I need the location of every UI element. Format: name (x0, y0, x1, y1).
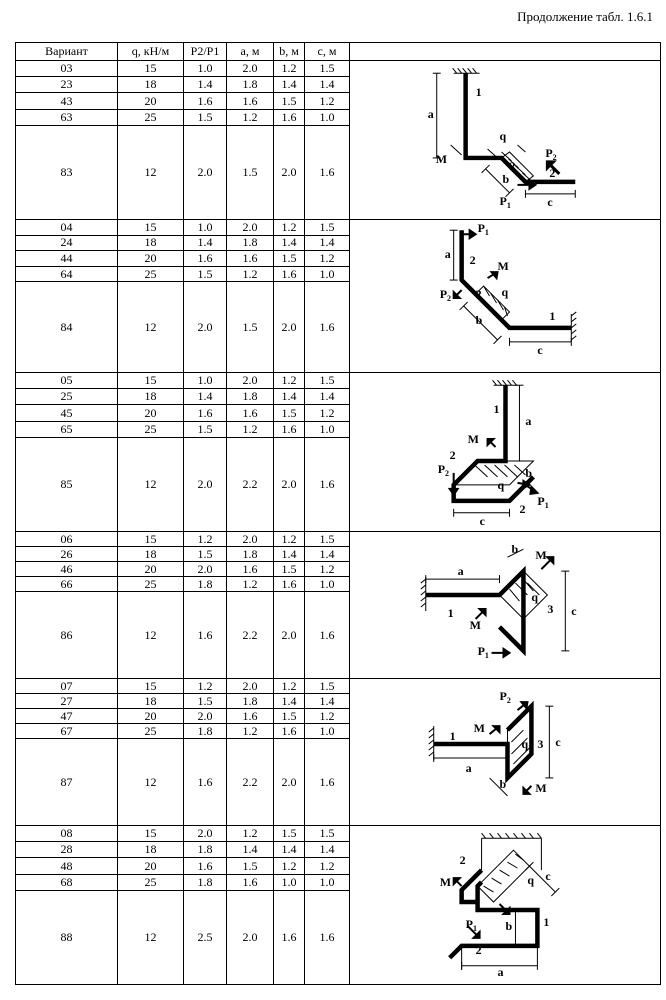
cell-q: 20 (118, 405, 184, 421)
dimension-label-a: a (444, 247, 451, 262)
cell-ratio: 1.0 (184, 220, 227, 236)
cell-a: 1.8 (227, 389, 274, 405)
moment-label-m: M (439, 875, 452, 890)
cell-b: 2.0 (274, 437, 305, 531)
dimension-label-b: b (499, 776, 507, 791)
dimension-label-b: b (525, 465, 533, 480)
cell-q: 25 (118, 874, 184, 890)
cell-b: 1.2 (274, 858, 305, 874)
cell-variant: 44 (16, 251, 118, 267)
dimension-label-c: c (545, 869, 551, 884)
cell-q: 25 (118, 577, 184, 592)
load-label-q: q (501, 285, 509, 299)
header-ratio: P2/P1 (184, 43, 227, 61)
cell-ratio: 1.5 (184, 266, 227, 282)
cell-q: 20 (118, 562, 184, 577)
cell-c: 1.6 (305, 282, 350, 373)
dimension-label-b: b (475, 312, 483, 327)
cell-variant: 25 (16, 389, 118, 405)
segment-label-3: 3 (537, 737, 544, 752)
cell-c: 1.4 (305, 77, 350, 93)
cell-q: 18 (118, 235, 184, 251)
cell-ratio: 1.5 (184, 109, 227, 125)
cell-variant: 43 (16, 93, 118, 109)
force-label-p1: $P_1$ (465, 916, 477, 933)
cell-ratio: 1.4 (184, 389, 227, 405)
cell-ratio: 1.4 (184, 235, 227, 251)
scheme-diagram (350, 373, 660, 531)
cell-variant: 63 (16, 109, 118, 125)
segment-label-3: 3 (547, 601, 554, 616)
moment-label-m2: M (535, 780, 547, 795)
cell-c: 1.0 (305, 421, 350, 437)
cell-q: 15 (118, 373, 184, 389)
header-q: q, кН/м (118, 43, 184, 61)
cell-ratio: 1.5 (184, 694, 227, 709)
moment-label-m: M (535, 548, 547, 563)
cell-q: 18 (118, 77, 184, 93)
cell-c: 1.2 (305, 858, 350, 874)
cell-a: 2.0 (227, 679, 274, 694)
cell-q: 12 (118, 125, 184, 219)
table-caption: Продолжение табл. 1.6.1 (517, 9, 653, 24)
figure-cell (350, 826, 661, 985)
cell-variant: 27 (16, 694, 118, 709)
cell-b: 1.4 (274, 842, 305, 858)
cell-variant: 86 (16, 592, 118, 679)
cell-q: 12 (118, 437, 184, 531)
cell-variant: 03 (16, 61, 118, 77)
dimension-label-c: c (571, 603, 577, 618)
cell-ratio: 1.6 (184, 93, 227, 109)
cell-a: 1.5 (227, 282, 274, 373)
load-label-q: q (527, 873, 535, 888)
cell-c: 1.4 (305, 547, 350, 562)
cell-c: 1.5 (305, 679, 350, 694)
table-row (16, 532, 661, 547)
dimension-label-a: a (427, 107, 434, 122)
segment-label-2: 2 (509, 158, 516, 173)
header-c: c, м (305, 43, 350, 61)
cell-b: 1.0 (274, 874, 305, 890)
cell-a: 2.2 (227, 739, 274, 826)
cell-c: 1.0 (305, 577, 350, 592)
load-label-q: q (531, 590, 539, 605)
cell-ratio: 2.0 (184, 562, 227, 577)
cell-q: 25 (118, 266, 184, 282)
cell-variant: 88 (16, 890, 118, 984)
cell-ratio: 1.8 (184, 724, 227, 739)
cell-b: 1.5 (274, 405, 305, 421)
cell-a: 1.8 (227, 235, 274, 251)
moment-label-m: M (497, 259, 509, 274)
cell-b: 1.5 (274, 93, 305, 109)
cell-b: 1.6 (274, 266, 305, 282)
dimension-label-b: b (505, 918, 513, 933)
header-figure (350, 43, 661, 61)
cell-ratio: 1.8 (184, 874, 227, 890)
segment-label-1: 1 (447, 605, 454, 620)
cell-variant: 08 (16, 826, 118, 842)
force-label-p1: $P_1$ (477, 221, 489, 238)
cell-variant: 24 (16, 235, 118, 251)
cell-q: 25 (118, 724, 184, 739)
cell-c: 1.2 (305, 93, 350, 109)
cell-a: 2.0 (227, 61, 274, 77)
moment-label-m: M (473, 721, 485, 736)
cell-a: 1.2 (227, 826, 274, 842)
cell-c: 1.5 (305, 373, 350, 389)
cell-a: 1.6 (227, 251, 274, 267)
cell-ratio: 1.6 (184, 858, 227, 874)
cell-variant: 64 (16, 266, 118, 282)
header-a: a, м (227, 43, 274, 61)
cell-ratio: 1.6 (184, 739, 227, 826)
cell-a: 1.5 (227, 125, 274, 219)
cell-ratio: 1.5 (184, 421, 227, 437)
cell-c: 1.5 (305, 826, 350, 842)
segment-label-1: 1 (493, 402, 500, 417)
cell-b: 1.4 (274, 389, 305, 405)
cell-ratio: 1.0 (184, 373, 227, 389)
cell-b: 1.6 (274, 109, 305, 125)
cell-b: 1.6 (274, 724, 305, 739)
header-variant: Вариант (16, 43, 118, 61)
cell-variant: 66 (16, 577, 118, 592)
table-row (16, 373, 661, 389)
cell-a: 1.6 (227, 562, 274, 577)
cell-ratio: 2.0 (184, 125, 227, 219)
cell-c: 1.5 (305, 61, 350, 77)
force-label-p2: $P_2$ (499, 689, 511, 706)
segment-label-1: 1 (449, 729, 456, 744)
cell-variant: 48 (16, 858, 118, 874)
cell-b: 1.6 (274, 421, 305, 437)
cell-a: 1.8 (227, 547, 274, 562)
cell-c: 1.2 (305, 709, 350, 724)
segment-label-2b: 2 (475, 286, 482, 301)
cell-a: 1.6 (227, 709, 274, 724)
cell-c: 1.6 (305, 437, 350, 531)
cell-c: 1.2 (305, 562, 350, 577)
cell-c: 1.4 (305, 389, 350, 405)
scheme-diagram (350, 826, 660, 984)
cell-q: 12 (118, 282, 184, 373)
cell-a: 1.6 (227, 93, 274, 109)
cell-a: 1.4 (227, 842, 274, 858)
figure-cell (350, 61, 661, 220)
cell-c: 1.6 (305, 739, 350, 826)
segment-label-1: 1 (543, 914, 550, 929)
moment-label-m: M (435, 151, 448, 166)
cell-a: 1.8 (227, 77, 274, 93)
cell-a: 1.8 (227, 694, 274, 709)
header-row (16, 43, 661, 61)
scheme-diagram (350, 220, 660, 372)
cell-q: 20 (118, 709, 184, 724)
cell-a: 1.2 (227, 266, 274, 282)
force-label-p1: $P_1$ (537, 493, 549, 510)
cell-b: 1.6 (274, 577, 305, 592)
segment-label-2b: 2 (549, 165, 556, 180)
cell-b: 1.6 (274, 890, 305, 984)
cell-q: 12 (118, 592, 184, 679)
cell-a: 1.2 (227, 109, 274, 125)
scheme-diagram (350, 686, 660, 818)
cell-variant: 28 (16, 842, 118, 858)
cell-a: 1.2 (227, 421, 274, 437)
cell-a: 2.0 (227, 220, 274, 236)
cell-ratio: 1.2 (184, 532, 227, 547)
cell-variant: 83 (16, 125, 118, 219)
cell-variant: 85 (16, 437, 118, 531)
cell-c: 1.6 (305, 890, 350, 984)
cell-b: 2.0 (274, 739, 305, 826)
cell-b: 1.4 (274, 547, 305, 562)
segment-label-2: 2 (459, 853, 466, 868)
cell-b: 2.0 (274, 125, 305, 219)
load-label-q: q (497, 477, 505, 492)
cell-a: 1.5 (227, 858, 274, 874)
cell-b: 1.5 (274, 826, 305, 842)
cell-q: 15 (118, 220, 184, 236)
cell-b: 1.2 (274, 532, 305, 547)
cell-a: 2.2 (227, 437, 274, 531)
dimension-label-c: c (479, 513, 485, 528)
cell-ratio: 2.0 (184, 826, 227, 842)
cell-ratio: 1.2 (184, 679, 227, 694)
force-label-p1: $P_1$ (477, 643, 489, 660)
variants-table (15, 42, 661, 985)
moment-label-m2: M (469, 617, 481, 632)
segment-label-2b: 2 (519, 501, 526, 516)
figure-cell (350, 679, 661, 826)
dimension-label-c: c (555, 735, 561, 750)
cell-c: 1.0 (305, 874, 350, 890)
table-row (16, 826, 661, 842)
cell-q: 15 (118, 679, 184, 694)
moment-label-m: M (467, 432, 479, 447)
load-label-q: q (499, 129, 507, 143)
figure-cell (350, 373, 661, 532)
cell-q: 15 (118, 532, 184, 547)
cell-variant: 46 (16, 562, 118, 577)
cell-b: 1.4 (274, 694, 305, 709)
cell-c: 1.0 (305, 724, 350, 739)
cell-ratio: 1.0 (184, 61, 227, 77)
segment-label-2: 2 (469, 253, 476, 268)
force-label-p1: $P_1$ (499, 193, 511, 210)
cell-c: 1.5 (305, 532, 350, 547)
cell-c: 1.4 (305, 694, 350, 709)
cell-b: 1.2 (274, 61, 305, 77)
cell-ratio: 1.8 (184, 842, 227, 858)
cell-q: 18 (118, 694, 184, 709)
dimension-label-b: b (511, 542, 519, 557)
cell-b: 1.5 (274, 251, 305, 267)
cell-c: 1.2 (305, 405, 350, 421)
cell-a: 1.6 (227, 405, 274, 421)
dimension-label-c: c (547, 194, 553, 209)
cell-q: 20 (118, 251, 184, 267)
cell-b: 1.2 (274, 220, 305, 236)
cell-q: 15 (118, 61, 184, 77)
cell-variant: 65 (16, 421, 118, 437)
cell-ratio: 1.6 (184, 251, 227, 267)
cell-ratio: 2.5 (184, 890, 227, 984)
cell-variant: 87 (16, 739, 118, 826)
dimension-label-b: b (502, 171, 510, 186)
cell-q: 12 (118, 739, 184, 826)
cell-a: 2.0 (227, 890, 274, 984)
cell-ratio: 1.4 (184, 77, 227, 93)
cell-variant: 07 (16, 679, 118, 694)
cell-ratio: 2.0 (184, 709, 227, 724)
cell-q: 12 (118, 890, 184, 984)
cell-b: 2.0 (274, 592, 305, 679)
force-label-p2: $P_2$ (545, 145, 557, 162)
cell-variant: 05 (16, 373, 118, 389)
segment-label-2: 2 (449, 447, 456, 462)
cell-ratio: 2.0 (184, 282, 227, 373)
cell-q: 18 (118, 842, 184, 858)
cell-variant: 45 (16, 405, 118, 421)
cell-c: 1.0 (305, 266, 350, 282)
figure-cell (350, 532, 661, 679)
cell-ratio: 1.8 (184, 577, 227, 592)
cell-c: 1.0 (305, 109, 350, 125)
cell-a: 1.2 (227, 577, 274, 592)
load-label-q: q (521, 737, 529, 752)
header-b: b, м (274, 43, 305, 61)
cell-q: 15 (118, 826, 184, 842)
cell-q: 25 (118, 421, 184, 437)
cell-c: 1.4 (305, 235, 350, 251)
dimension-label-a: a (465, 760, 472, 775)
cell-b: 1.2 (274, 679, 305, 694)
cell-ratio: 1.6 (184, 405, 227, 421)
table-row (16, 679, 661, 694)
segment-label-1: 1 (475, 85, 482, 100)
cell-a: 2.0 (227, 373, 274, 389)
force-label-p2: $P_2$ (437, 461, 450, 478)
cell-ratio: 1.5 (184, 547, 227, 562)
cell-variant: 23 (16, 77, 118, 93)
cell-c: 1.5 (305, 220, 350, 236)
cell-a: 1.6 (227, 874, 274, 890)
cell-variant: 67 (16, 724, 118, 739)
cell-variant: 47 (16, 709, 118, 724)
cell-a: 2.0 (227, 532, 274, 547)
cell-b: 1.4 (274, 235, 305, 251)
dimension-label-a: a (525, 414, 532, 429)
dimension-label-a: a (497, 964, 504, 979)
scheme-diagram (350, 539, 660, 671)
cell-c: 1.6 (305, 125, 350, 219)
cell-variant: 84 (16, 282, 118, 373)
cell-variant: 26 (16, 547, 118, 562)
cell-c: 1.6 (305, 592, 350, 679)
cell-b: 2.0 (274, 282, 305, 373)
force-label-p2: $P_2$ (439, 286, 452, 303)
table-row (16, 61, 661, 77)
cell-b: 1.4 (274, 77, 305, 93)
cell-q: 18 (118, 389, 184, 405)
cell-c: 1.2 (305, 251, 350, 267)
segment-label-1: 1 (549, 308, 556, 323)
cell-a: 2.2 (227, 592, 274, 679)
dimension-label-a: a (457, 564, 464, 579)
scheme-diagram (350, 61, 660, 219)
segment-label-2b: 2 (475, 942, 482, 957)
table-row (16, 220, 661, 236)
cell-ratio: 1.6 (184, 592, 227, 679)
cell-q: 20 (118, 858, 184, 874)
cell-q: 20 (118, 93, 184, 109)
cell-b: 1.5 (274, 562, 305, 577)
cell-b: 1.2 (274, 373, 305, 389)
cell-ratio: 2.0 (184, 437, 227, 531)
cell-b: 1.5 (274, 709, 305, 724)
figure-cell (350, 220, 661, 373)
cell-q: 18 (118, 547, 184, 562)
cell-a: 1.2 (227, 724, 274, 739)
cell-variant: 04 (16, 220, 118, 236)
cell-variant: 68 (16, 874, 118, 890)
cell-c: 1.4 (305, 842, 350, 858)
cell-variant: 06 (16, 532, 118, 547)
dimension-label-c: c (537, 342, 543, 357)
cell-q: 25 (118, 109, 184, 125)
